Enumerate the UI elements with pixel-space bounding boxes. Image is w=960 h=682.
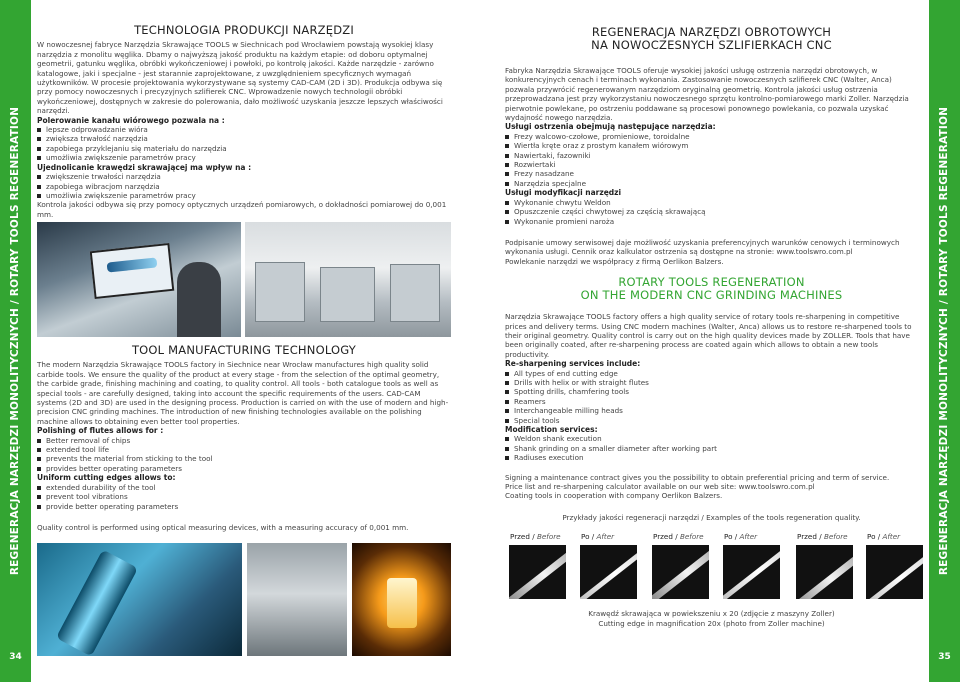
page-number-left: 34 — [9, 652, 22, 662]
title-en-left: TOOL MANUFACTURING TECHNOLOGY — [131, 343, 357, 357]
list-polishing-en — [37, 436, 451, 474]
price-list-en: Price list and re-sharpening calculator available on our web site: www.toolswro.com.pl — [505, 482, 815, 492]
paragraph-pl-right: Fabryka Narzędzia Skrawające TOOLS oferuje wysokiej jakości usługę ostrzenia narzędzi obrotowych, w konkurencyjnych cenach i terminach wykonania. Zastosowanie nowoczesnych szlifierek CNC (Walter, Anca) pozwala przywrócić regenerowanym narzędziom oryginalną geometrię. Kontrola jakości usług ostrzenia przeprowadzana jest przy wykorzystaniu nowoczesnego sprzętu kontrolno-pomiarowego marki Zoller. Narzędzia pierwotnie powlekane, po ostrzeniu poddawane są procesowi ponownego powlekania, co pozwala uzyskać wydajność nowego narzędzia. — [505, 66, 909, 123]
service-contract-pl: Podpisanie umowy serwisowej daje możliwość uzyskania preferencyjnych warunków cenowych i terminowych wykonania usługi. Cennik oraz kalkulator ostrzenia są dostępne na stronie: www.toolswro.com.pl — [505, 237, 900, 257]
list-item: Shank grinding on a smaller diameter after working part — [505, 444, 918, 453]
operator-silhouette — [177, 262, 221, 337]
grinding-machine-shape — [320, 267, 375, 322]
sample-image-before — [796, 545, 853, 599]
right-side-title: REGENERACJA NARZĘDZI MONOLITYCZNYCH / ROTARY TOOLS REGENERATION — [938, 106, 950, 576]
sample-image-after — [723, 545, 780, 599]
title-pl-right-line1: REGENERACJA NARZĘDZI OBROTOWYCH — [591, 25, 832, 39]
list-item: Wiertła kręte oraz z prostym kanałem wiórowym — [505, 141, 918, 150]
photo-cad-workstation — [37, 222, 241, 337]
list-item: zwiększenie trwałości narzędzia — [37, 172, 451, 181]
sample-image-before — [509, 545, 566, 599]
title-en-right — [505, 276, 918, 302]
list-item: Nawiertaki, fazowniki — [505, 151, 918, 160]
left-side-title: REGENERACJA NARZĘDZI MONOLITYCZNYCH / ROTARY TOOLS REGENERATION — [9, 106, 21, 576]
list-item: prevents the material from sticking to the tool — [37, 454, 451, 463]
left-column-en — [37, 343, 451, 511]
list-item: prevent tool vibrations — [37, 492, 451, 501]
subheading-sharpening-pl: Usługi ostrzenia obejmują następujące narzędzia: — [505, 122, 716, 132]
list-item: Wykonanie chwytu Weldon — [505, 198, 918, 207]
list-item: Interchangeable milling heads — [505, 406, 918, 415]
label-before: Przed / Before — [653, 532, 704, 541]
cutting-edge-shape — [580, 545, 637, 599]
list-item: Drills with helix or with straight flutes — [505, 378, 918, 387]
list-item: Frezy nasadzane — [505, 169, 918, 178]
subheading-modification-en: Modification services: — [505, 425, 598, 434]
title-pl-left: TECHNOLOGIA PRODUKCJI NARZĘDZI — [134, 23, 354, 37]
list-edges-en — [37, 483, 451, 511]
list-sharpening-pl — [505, 132, 918, 188]
list-item: provides better operating parameters — [37, 464, 451, 473]
right-column — [505, 26, 918, 501]
left-column — [37, 23, 451, 219]
list-item: Rozwiertaki — [505, 160, 918, 169]
title-en-right-line1: ROTARY TOOLS REGENERATION — [618, 275, 805, 290]
sample-image-before — [652, 545, 709, 599]
cutting-edge-shape — [723, 545, 780, 599]
label-before: Przed / Before — [797, 532, 848, 541]
monitor-shape — [90, 243, 175, 299]
list-item: umożliwia zwiększenie parametrów pracy — [37, 191, 451, 200]
list-item: Better removal of chips — [37, 436, 451, 445]
title-pl-right — [505, 26, 918, 52]
list-item: Wykonanie promieni naroża — [505, 217, 918, 226]
list-item: Special tools — [505, 416, 918, 425]
list-polishing-pl — [37, 125, 451, 163]
list-item: Spotting drills, chamfering tools — [505, 387, 918, 396]
sample-image-after — [866, 545, 923, 599]
service-contract-en: Signing a maintenance contract gives you the possibility to obtain preferential pricing and term of service. — [505, 472, 890, 482]
right-side-band — [929, 0, 960, 682]
grinding-machine-shape — [390, 264, 440, 322]
photo-factory-hall — [245, 222, 451, 337]
glowing-tool-shape — [387, 578, 417, 628]
subheading-edges-pl: Ujednolicanie krawędzi skrawającej ma wpływ na : — [37, 162, 252, 172]
cutting-edge-shape — [866, 548, 923, 599]
label-after: Po / After — [581, 532, 615, 541]
title-en-right-line2: ON THE MODERN CNC GRINDING MACHINES — [580, 288, 843, 303]
samples-caption-en: Cutting edge in magnification 20x (photo from Zoller machine) — [598, 619, 825, 628]
list-item: umożliwia zwiększenie parametrów pracy — [37, 153, 451, 162]
page-number-right: 35 — [938, 652, 951, 662]
paragraph-en-left: The modern Narzędzia Skrawające TOOLS factory in Siechnice near Wrocław manufactures high quality solid carbide tools. We ensure the quality of the product at every stage - from the selection of the optimal geometry, the carbide grade, finishing machining and coating, to quality control. All tools - both catalogue tools as well as special tools - are carefully designed, taking into account the specific requirements of the users. CAD-CAM systems (2D and 3D) are used in the designing process. Production is carried on with the use of modern and high-precision CNC grinding machines. The introduction of new finishing technologies available on the polishing machine allows to obtaining even better tool properties. — [37, 360, 449, 426]
list-item: extended tool life — [37, 445, 451, 454]
grinding-machine-shape — [255, 262, 305, 322]
subheading-edges-en: Uniform cutting edges allows to: — [37, 473, 176, 483]
subheading-polishing-en: Polishing of flutes allows for : — [37, 426, 164, 436]
list-item: zapobiega wibracjom narzędzia — [37, 182, 451, 191]
list-item: extended durability of the tool — [37, 483, 451, 492]
list-item: Opuszczenie części chwytowej za częścią skrawającą — [505, 207, 918, 216]
photo-grinding-machine — [247, 543, 347, 656]
list-item: Frezy walcowo-czołowe, promieniowe, toroidalne — [505, 132, 918, 141]
list-item: zwiększa trwałość narzędzia — [37, 134, 451, 143]
coating-pl: Powlekanie narzędzi we współpracy z firmą Oerlikon Balzers. — [505, 256, 724, 266]
cutting-edge-shape — [652, 545, 709, 599]
subheading-sharpening-en: Re-sharpening services include: — [505, 359, 641, 369]
cutting-edge-shape — [796, 548, 853, 599]
quality-control-en: Quality control is performed using optical measuring devices, with a measuring accuracy of 0,001 mm. — [37, 523, 409, 532]
list-modification-en — [505, 434, 918, 462]
list-item: Narzędzia specjalne — [505, 179, 918, 188]
list-modification-pl — [505, 198, 918, 226]
list-sharpening-en — [505, 369, 918, 425]
subheading-polishing-pl: Polerowanie kanału wiórowego pozwala na : — [37, 115, 225, 125]
samples-caption — [505, 609, 918, 629]
quality-control-pl: Kontrola jakości odbywa się przy pomocy optycznych urządzeń pomiarowych, o dokładności pomiarowej do 0,001 mm. — [37, 200, 447, 219]
subheading-modification-pl: Usługi modyfikacji narzędzi — [505, 188, 622, 198]
label-after: Po / After — [724, 532, 758, 541]
cutting-edge-shape — [509, 545, 566, 599]
list-item: Radiuses execution — [505, 453, 918, 462]
coating-en: Coating tools in cooperation with company Oerlikon Balzers. — [505, 491, 723, 501]
list-item: All types of end cutting edge — [505, 369, 918, 378]
paragraph-en-right: Narzędzia Skrawające TOOLS factory offers a high quality service of rotary tools re-sharpening in competitive prices and delivery terms. Using CNC modern machines (Walter, Anca) allows us to restore re-sharpened tools to their original geometry. Quality control is carry out on the high quality devices made by ZOLLER. Tools that have been originally coated, after re-sharpening process are coated again which allows to obtain a new tools productivity. — [505, 312, 912, 359]
list-item: zapobiega przyklejaniu się materiału do narzędzia — [37, 144, 451, 153]
label-after: Po / After — [867, 532, 901, 541]
photo-drill-closeup — [37, 543, 242, 656]
list-item: Weldon shank execution — [505, 434, 918, 443]
paragraph-pl-left: W nowoczesnej fabryce Narzędzia Skrawające TOOLS w Siechnicach pod Wrocławiem powstają wysokiej klasy narzędzia z monolitu węglika. Dbamy o najwyższą jakość produktu na każdym etapie: od doboru optymalnej geometrii, gatunku węglika, obróbki wykończeniowej i powłoki, po kontrolę jakości. Każde narzędzie - zarówno katalogowe, jaki i specjalne - jest starannie zaprojektowane, z uwzględnieniem specyficznych wymagań użytkowników. W procesie projektowania wykorzystywane są systemy CAD-CAM (2D i 3D). Produkcja odbywa się przy pomocy nowoczesnych i precyzyjnych szlifierek CNC. Wprowadzenie nowych technologii obróbki wykończeniowej, dostępnych w zakresie do polerowania, dało możliwość uzyskania jeszcze lepszych właściwości narzędzi. — [37, 40, 443, 116]
list-item: provide better operating parameters — [37, 502, 451, 511]
samples-caption-pl: Krawędź skrawająca w powiekszeniu x 20 (zdjęcie z maszyny Zoller) — [588, 609, 835, 618]
left-side-band — [0, 0, 31, 682]
label-before: Przed / Before — [510, 532, 561, 541]
title-pl-right-line2: NA NOWOCZESNYCH SZLIFIERKACH CNC — [591, 38, 832, 52]
list-item: lepsze odprowadzanie wióra — [37, 125, 451, 134]
photo-illuminated-tool — [352, 543, 451, 656]
samples-title: Przykłady jakości regeneracji narzędzi / Examples of the tools regeneration quality. — [562, 513, 861, 522]
sample-image-after — [580, 545, 637, 599]
list-item: Reamers — [505, 397, 918, 406]
drill-shape — [56, 549, 138, 656]
list-edges-pl — [37, 172, 451, 200]
